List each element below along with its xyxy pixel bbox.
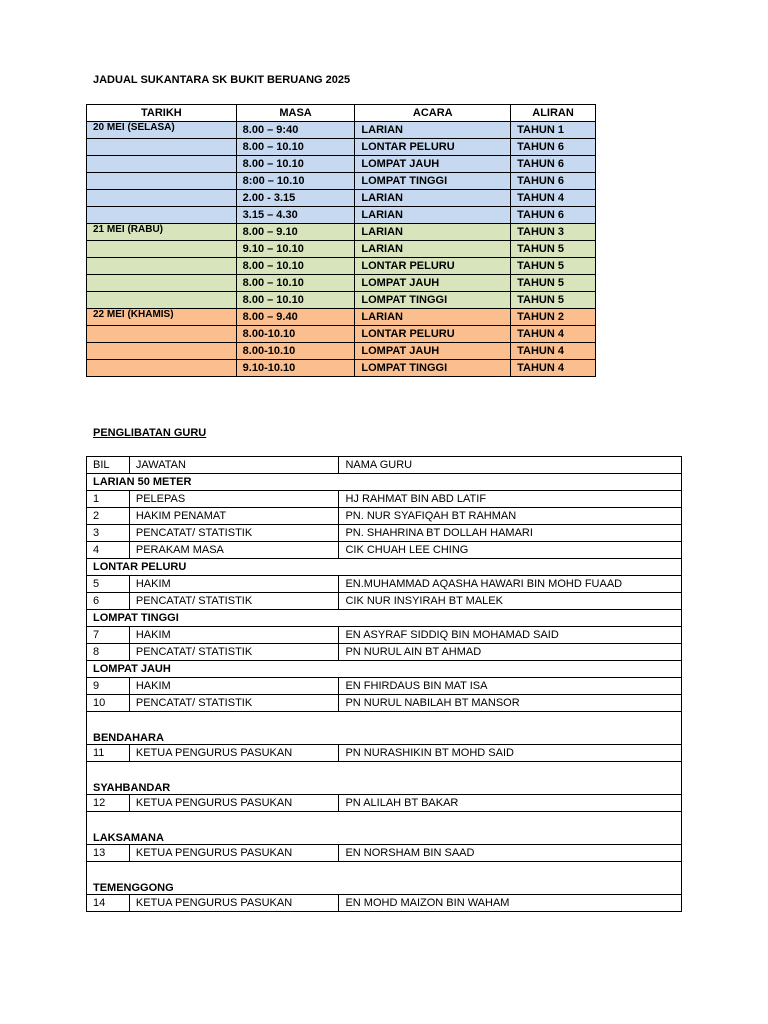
staff-no-cell: 11 [87,745,130,762]
staff-name-cell: EN.MUHAMMAD AQASHA HAWARI BIN MOHD FUAAD [339,576,682,593]
schedule-event-cell: LOMPAT TINGGI [355,292,511,309]
staff-name-cell: PN NURUL NABILAH BT MANSOR [339,695,682,712]
staff-row [87,508,682,525]
staff-role-cell: HAKIM [129,678,339,695]
schedule-date-cell [87,275,237,292]
staff-name-cell: EN FHIRDAUS BIN MAT ISA [339,678,682,695]
staff-section-row [87,559,682,576]
schedule-event-cell: LOMPAT JAUH [355,275,511,292]
schedule-time-cell: 8.00 – 9:40 [236,122,355,139]
staff-row [87,644,682,661]
staff-no-cell: 6 [87,593,130,610]
schedule-class-cell: TAHUN 5 [511,241,596,258]
schedule-event-cell: LONTAR PELURU [355,139,511,156]
schedule-event-cell: LARIAN [355,309,511,326]
schedule-class-cell: TAHUN 1 [511,122,596,139]
staff-name-cell: CIK NUR INSYIRAH BT MALEK [339,593,682,610]
schedule-time-cell: 9.10 – 10.10 [236,241,355,258]
staff-name-cell: EN NORSHAM BIN SAAD [339,845,682,862]
staff-row [87,895,682,912]
staff-name-cell: PN. SHAHRINA BT DOLLAH HAMARI [339,525,682,542]
header-jawatan: JAWATAN [129,457,339,474]
schedule-date-cell [87,326,237,343]
staff-role-cell: PELEPAS [129,491,339,508]
schedule-row [87,173,596,190]
staff-row [87,678,682,695]
schedule-date-cell: 21 MEI (RABU) [87,224,237,241]
staff-section-label: TEMENGGONG [87,862,682,895]
schedule-date-cell [87,292,237,309]
staff-name-cell: PN NURASHIKIN BT MOHD SAID [339,745,682,762]
staff-section-row [87,474,682,491]
staff-section-row [87,712,682,745]
staff-header-row [87,457,682,474]
schedule-event-cell: LOMPAT TINGGI [355,173,511,190]
schedule-date-cell [87,360,237,377]
schedule-class-cell: TAHUN 4 [511,190,596,207]
staff-no-cell: 3 [87,525,130,542]
staff-role-cell: PENCATAT/ STATISTIK [129,593,339,610]
schedule-event-cell: LARIAN [355,190,511,207]
schedule-body [87,122,596,377]
schedule-class-cell: TAHUN 6 [511,139,596,156]
staff-section-row [87,661,682,678]
staff-role-cell: PENCATAT/ STATISTIK [129,525,339,542]
schedule-date-cell [87,241,237,258]
schedule-event-cell: LOMPAT TINGGI [355,360,511,377]
staff-no-cell: 10 [87,695,130,712]
schedule-time-cell: 8.00 – 10.10 [236,292,355,309]
schedule-row [87,122,596,139]
staff-role-cell: PENCATAT/ STATISTIK [129,695,339,712]
schedule-date-cell [87,156,237,173]
schedule-event-cell: LARIAN [355,224,511,241]
schedule-time-cell: 8:00 – 10.10 [236,173,355,190]
staff-section-label: LARIAN 50 METER [87,474,682,491]
staff-role-cell: PERAKAM MASA [129,542,339,559]
header-nama-guru: NAMA GURU [339,457,682,474]
schedule-class-cell: TAHUN 6 [511,173,596,190]
schedule-row [87,190,596,207]
staff-section-row [87,762,682,795]
staff-no-cell: 12 [87,795,130,812]
staff-role-cell: HAKIM PENAMAT [129,508,339,525]
staff-section-label: LOMPAT JAUH [87,661,682,678]
schedule-date-cell [87,207,237,224]
schedule-row [87,360,596,377]
schedule-row [87,139,596,156]
staff-no-cell: 1 [87,491,130,508]
staff-row [87,593,682,610]
schedule-class-cell: TAHUN 5 [511,292,596,309]
staff-role-cell: KETUA PENGURUS PASUKAN [129,795,339,812]
schedule-time-cell: 8.00-10.10 [236,343,355,360]
staff-section-label: LAKSAMANA [87,812,682,845]
schedule-time-cell: 8.00 – 10.10 [236,139,355,156]
staff-row [87,745,682,762]
staff-heading: PENGLIBATAN GURU [93,427,207,439]
staff-section-label: SYAHBANDAR [87,762,682,795]
schedule-time-cell: 8.00 – 9.10 [236,224,355,241]
schedule-header-row [87,105,596,122]
staff-name-cell: HJ RAHMAT BIN ABD LATIF [339,491,682,508]
schedule-date-cell: 20 MEI (SELASA) [87,122,237,139]
schedule-class-cell: TAHUN 5 [511,258,596,275]
staff-name-cell: PN. NUR SYAFIQAH BT RAHMAN [339,508,682,525]
schedule-class-cell: TAHUN 6 [511,207,596,224]
schedule-class-cell: TAHUN 4 [511,326,596,343]
schedule-date-cell: 22 MEI (KHAMIS) [87,309,237,326]
header-masa: MASA [236,105,355,122]
schedule-row [87,309,596,326]
schedule-row [87,156,596,173]
staff-row [87,491,682,508]
schedule-event-cell: LONTAR PELURU [355,258,511,275]
schedule-row [87,258,596,275]
staff-row [87,542,682,559]
schedule-row [87,343,596,360]
schedule-class-cell: TAHUN 6 [511,156,596,173]
schedule-time-cell: 8.00 – 10.10 [236,275,355,292]
staff-name-cell: EN ASYRAF SIDDIQ BIN MOHAMAD SAID [339,627,682,644]
staff-section-row [87,812,682,845]
schedule-time-cell: 9.10-10.10 [236,360,355,377]
staff-no-cell: 2 [87,508,130,525]
staff-role-cell: KETUA PENGURUS PASUKAN [129,745,339,762]
schedule-event-cell: LONTAR PELURU [355,326,511,343]
staff-no-cell: 8 [87,644,130,661]
staff-row [87,695,682,712]
schedule-event-cell: LOMPAT JAUH [355,156,511,173]
staff-role-cell: KETUA PENGURUS PASUKAN [129,895,339,912]
schedule-time-cell: 8.00-10.10 [236,326,355,343]
staff-table [86,456,682,912]
schedule-event-cell: LARIAN [355,122,511,139]
staff-no-cell: 14 [87,895,130,912]
schedule-event-cell: LOMPAT JAUH [355,343,511,360]
schedule-row [87,292,596,309]
header-bil: BIL [87,457,130,474]
schedule-table [86,104,596,377]
schedule-date-cell [87,139,237,156]
header-acara: ACARA [355,105,511,122]
staff-section-row [87,862,682,895]
schedule-time-cell: 8.00 – 10.10 [236,258,355,275]
staff-section-label: LONTAR PELURU [87,559,682,576]
schedule-event-cell: LARIAN [355,241,511,258]
schedule-class-cell: TAHUN 2 [511,309,596,326]
staff-row [87,576,682,593]
schedule-date-cell [87,258,237,275]
schedule-row [87,241,596,258]
staff-role-cell: HAKIM [129,576,339,593]
staff-no-cell: 7 [87,627,130,644]
schedule-event-cell: LARIAN [355,207,511,224]
schedule-time-cell: 8.00 – 10.10 [236,156,355,173]
header-tarikh: TARIKH [87,105,237,122]
staff-row [87,845,682,862]
document-title: JADUAL SUKANTARA SK BUKIT BERUANG 2025 [93,74,351,86]
schedule-row [87,207,596,224]
schedule-row [87,224,596,241]
staff-body [87,474,682,912]
schedule-time-cell: 8.00 – 9.40 [236,309,355,326]
staff-row [87,525,682,542]
schedule-row [87,275,596,292]
schedule-time-cell: 2.00 - 3.15 [236,190,355,207]
schedule-time-cell: 3.15 – 4.30 [236,207,355,224]
staff-section-label: LOMPAT TINGGI [87,610,682,627]
staff-role-cell: KETUA PENGURUS PASUKAN [129,845,339,862]
staff-name-cell: PN NURUL AIN BT AHMAD [339,644,682,661]
staff-role-cell: PENCATAT/ STATISTIK [129,644,339,661]
staff-no-cell: 4 [87,542,130,559]
staff-row [87,795,682,812]
schedule-row [87,326,596,343]
staff-row [87,627,682,644]
staff-section-label: BENDAHARA [87,712,682,745]
schedule-class-cell: TAHUN 3 [511,224,596,241]
schedule-date-cell [87,173,237,190]
schedule-class-cell: TAHUN 4 [511,360,596,377]
staff-no-cell: 9 [87,678,130,695]
schedule-class-cell: TAHUN 4 [511,343,596,360]
schedule-date-cell [87,343,237,360]
staff-no-cell: 13 [87,845,130,862]
staff-no-cell: 5 [87,576,130,593]
schedule-date-cell [87,190,237,207]
staff-section-row [87,610,682,627]
staff-name-cell: EN MOHD MAIZON BIN WAHAM [339,895,682,912]
header-aliran: ALIRAN [511,105,596,122]
staff-name-cell: PN ALILAH BT BAKAR [339,795,682,812]
staff-role-cell: HAKIM [129,627,339,644]
schedule-class-cell: TAHUN 5 [511,275,596,292]
staff-name-cell: CIK CHUAH LEE CHING [339,542,682,559]
